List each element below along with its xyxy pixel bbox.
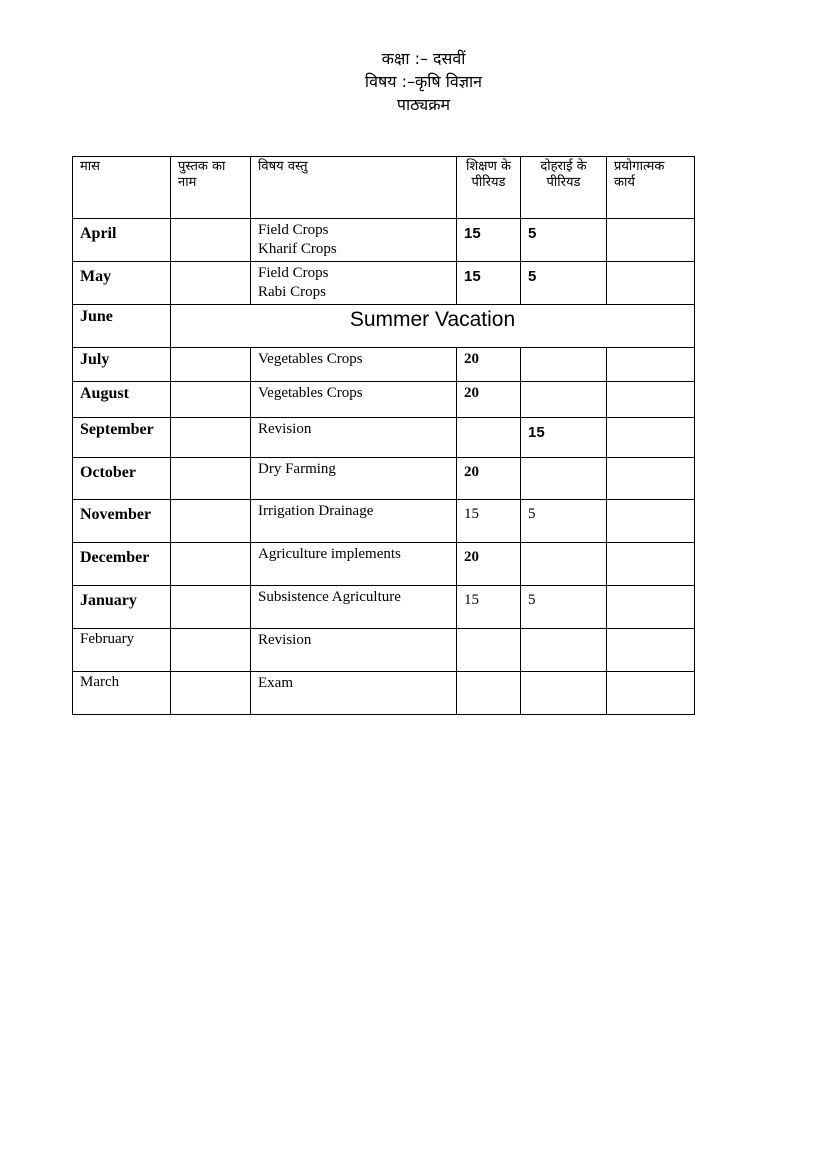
header-teaching-periods: शिक्षण के पीरियड	[457, 157, 521, 219]
book-cell	[171, 672, 251, 715]
practical-cell	[607, 382, 695, 418]
book-cell	[171, 586, 251, 629]
book-cell	[171, 458, 251, 500]
table-row	[73, 458, 695, 500]
revision-periods-cell	[521, 543, 607, 586]
content-line: Vegetables Crops	[258, 351, 363, 367]
content-line: Revision	[258, 421, 312, 437]
content-cell	[251, 418, 457, 458]
book-cell	[171, 629, 251, 672]
month-cell: March	[73, 672, 171, 715]
content-line: Kharif Crops	[258, 241, 337, 257]
content-cell	[251, 219, 457, 262]
revision-periods-cell	[521, 382, 607, 418]
book-cell	[171, 262, 251, 305]
practical-cell	[607, 219, 695, 262]
content-line: Revision	[258, 632, 312, 648]
practical-cell	[607, 458, 695, 500]
header-revision-periods: दोहराई के पीरियड	[521, 157, 607, 219]
table-row	[73, 586, 695, 629]
month-cell: January	[73, 586, 171, 629]
table-row	[73, 672, 695, 715]
revision-periods-cell: 5	[521, 586, 607, 629]
teaching-periods-cell	[457, 672, 521, 715]
table-row	[73, 543, 695, 586]
syllabus-title: पाठ्यक्रम	[396, 95, 451, 114]
content-cell	[251, 348, 457, 382]
content-line: Vegetables Crops	[258, 385, 363, 401]
practical-cell	[607, 543, 695, 586]
subject-title: विषय :–कृषि विज्ञान	[364, 72, 483, 91]
header-book-name: पुस्तक का नाम	[171, 157, 251, 219]
month-cell: October	[73, 458, 171, 500]
practical-cell	[607, 418, 695, 458]
teaching-periods-cell: 20	[457, 543, 521, 586]
teaching-periods-cell: 15	[457, 500, 521, 543]
content-line: Subsistence Agriculture	[258, 589, 401, 605]
table-row	[73, 500, 695, 543]
revision-periods-cell	[521, 629, 607, 672]
book-cell	[171, 418, 251, 458]
table-row	[73, 348, 695, 382]
revision-periods-cell	[521, 672, 607, 715]
practical-cell	[607, 629, 695, 672]
table-row	[73, 382, 695, 418]
class-title: कक्षा :– दसवीं	[381, 49, 466, 68]
header-month: मास	[73, 157, 171, 219]
content-line: Field Crops	[258, 265, 329, 281]
revision-periods-cell	[521, 458, 607, 500]
revision-periods-cell: 5	[521, 500, 607, 543]
content-line: Dry Farming	[258, 461, 336, 477]
content-cell	[251, 500, 457, 543]
revision-periods-cell	[521, 348, 607, 382]
month-cell: April	[73, 219, 171, 262]
content-cell	[251, 458, 457, 500]
table-header-row	[73, 157, 695, 219]
teaching-periods-cell: 20	[457, 458, 521, 500]
table-row	[73, 262, 695, 305]
book-cell	[171, 543, 251, 586]
header-content: विषय वस्तु	[251, 157, 457, 219]
month-cell: December	[73, 543, 171, 586]
content-cell	[251, 262, 457, 305]
content-line: Field Crops	[258, 222, 329, 238]
practical-cell	[607, 586, 695, 629]
header-practical-work: प्रयोगात्मक कार्य	[607, 157, 695, 219]
content-cell	[251, 586, 457, 629]
revision-periods-cell: 5	[521, 219, 607, 262]
book-cell	[171, 219, 251, 262]
content-line: Agriculture implements	[258, 546, 401, 562]
content-line: Rabi Crops	[258, 284, 326, 300]
document-header	[0, 47, 827, 116]
teaching-periods-cell: 20	[457, 348, 521, 382]
table-row	[73, 219, 695, 262]
month-cell: May	[73, 262, 171, 305]
teaching-periods-cell: 20	[457, 382, 521, 418]
teaching-periods-cell: 15	[457, 219, 521, 262]
content-line: Irrigation Drainage	[258, 503, 374, 519]
practical-cell	[607, 348, 695, 382]
practical-cell	[607, 262, 695, 305]
teaching-periods-cell: 15	[457, 586, 521, 629]
content-cell	[251, 629, 457, 672]
month-cell: February	[73, 629, 171, 672]
book-cell	[171, 348, 251, 382]
practical-cell	[607, 500, 695, 543]
content-line: Exam	[258, 675, 293, 691]
month-cell: September	[73, 418, 171, 458]
content-cell	[251, 543, 457, 586]
revision-periods-cell: 15	[521, 418, 607, 458]
content-cell	[251, 382, 457, 418]
syllabus-table	[72, 156, 695, 715]
content-cell	[251, 672, 457, 715]
month-cell: November	[73, 500, 171, 543]
month-cell: June	[73, 305, 171, 348]
teaching-periods-cell	[457, 418, 521, 458]
table-row	[73, 305, 695, 348]
book-cell	[171, 382, 251, 418]
month-cell: July	[73, 348, 171, 382]
table-row	[73, 629, 695, 672]
month-cell: August	[73, 382, 171, 418]
table-row	[73, 418, 695, 458]
book-cell	[171, 500, 251, 543]
teaching-periods-cell: 15	[457, 262, 521, 305]
teaching-periods-cell	[457, 629, 521, 672]
practical-cell	[607, 672, 695, 715]
summer-vacation-cell: Summer Vacation	[171, 305, 695, 348]
revision-periods-cell: 5	[521, 262, 607, 305]
